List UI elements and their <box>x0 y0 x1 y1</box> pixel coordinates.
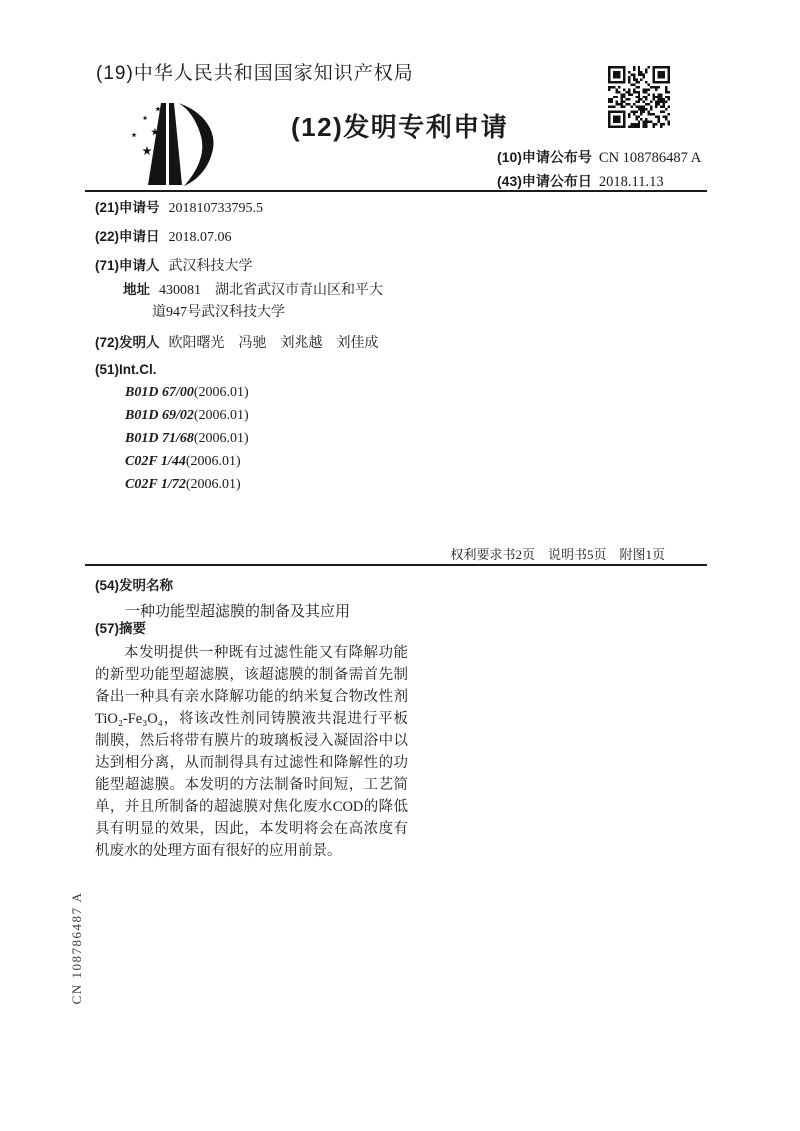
ipc-code-row <box>95 429 445 447</box>
ipc-version: (2006.01) <box>193 431 249 446</box>
header-divider <box>85 190 707 192</box>
ipc-version: (2006.01) <box>185 477 241 492</box>
ipc-code-row <box>95 452 445 470</box>
publication-date-value: 2018.11.13 <box>598 174 664 190</box>
int-cl-label: (51)Int.Cl. <box>95 362 157 377</box>
ipc-code: B01D 67/00 <box>125 385 194 400</box>
bibliographic-data <box>95 199 445 493</box>
invention-title: 一种功能型超滤膜的制备及其应用 <box>125 604 351 620</box>
application-number-label: (21)申请号 <box>95 200 160 215</box>
issuing-office-title: (19)中华人民共和国国家知识产权局 <box>96 63 414 84</box>
applicant-row <box>95 257 445 275</box>
publication-number-row <box>497 147 701 167</box>
publication-number-label: (10)申请公布号 <box>497 149 592 165</box>
ipc-version: (2006.01) <box>185 454 241 469</box>
publication-date-row <box>497 171 664 191</box>
application-number-value: 201810733795.5 <box>168 201 264 216</box>
address-line2: 道947号武汉科技大学 <box>152 305 285 320</box>
address-line1: 430081 湖北省武汉市青山区和平大 <box>159 283 383 298</box>
abstract-section <box>95 617 408 862</box>
qr-code-icon <box>608 66 670 128</box>
publication-date-label: (43)申请公布日 <box>497 173 592 189</box>
invention-title-label: (54)发明名称 <box>95 578 174 593</box>
applicant-value: 武汉科技大学 <box>168 259 253 274</box>
side-publication-number: CN 108786487 A <box>69 891 84 1005</box>
ipc-code: B01D 71/68 <box>125 431 194 446</box>
inventors-label: (72)发明人 <box>95 335 160 350</box>
ipc-code: B01D 69/02 <box>125 408 194 423</box>
filing-date-label: (22)申请日 <box>95 229 160 244</box>
document-pages-info: 权利要求书2页 说明书5页 附图1页 <box>450 547 665 562</box>
applicant-label: (71)申请人 <box>95 258 160 273</box>
inventors-row <box>95 334 445 352</box>
document-type-title: (12)发明专利申请 <box>291 112 509 142</box>
ipc-code-row <box>95 406 445 424</box>
address-row <box>95 281 445 299</box>
filing-date-value: 2018.07.06 <box>168 230 232 245</box>
int-cl-row <box>95 361 445 378</box>
address-label: 地址 <box>123 282 150 297</box>
ipc-code: C02F 1/72 <box>125 477 186 492</box>
ipc-version: (2006.01) <box>193 408 249 423</box>
ipc-code-row <box>95 383 445 401</box>
publication-number-value: CN 108786487 A <box>598 150 702 166</box>
abstract-divider <box>85 564 707 566</box>
filing-date-row <box>95 228 445 246</box>
ipc-version: (2006.01) <box>193 385 249 400</box>
abstract-text: 本发明提供一种既有过滤性能又有降解功能的新型功能型超滤膜，该超滤膜的制备需首先制备出一种具有亲水降解功能的纳米复合物改性剂TiO₂-Fe₃O₄，将该改性剂同铸膜液共混进行平板制膜，然后将带有膜片的玻璃板浸入凝固浴中以达到相分离，从而制得具有过滤性和降解性的功能型超滤膜。本发明的方法制备时间短，工艺简单，并且所制备的超滤膜对焦化废水COD的降低具有明显的效果，因此，本发明将会在高浓度有机废水的处理方面有很好的应用前景。 <box>95 645 408 859</box>
ipc-code-row <box>95 475 445 493</box>
abstract-label: (57)摘要 <box>95 621 147 636</box>
cnipa-logo-icon <box>124 99 239 189</box>
application-number-row <box>95 199 445 217</box>
invention-title-section <box>95 574 350 621</box>
ipc-code: C02F 1/44 <box>125 454 186 469</box>
inventors-value: 欧阳曙光 冯驰 刘兆越 刘佳成 <box>168 336 379 351</box>
